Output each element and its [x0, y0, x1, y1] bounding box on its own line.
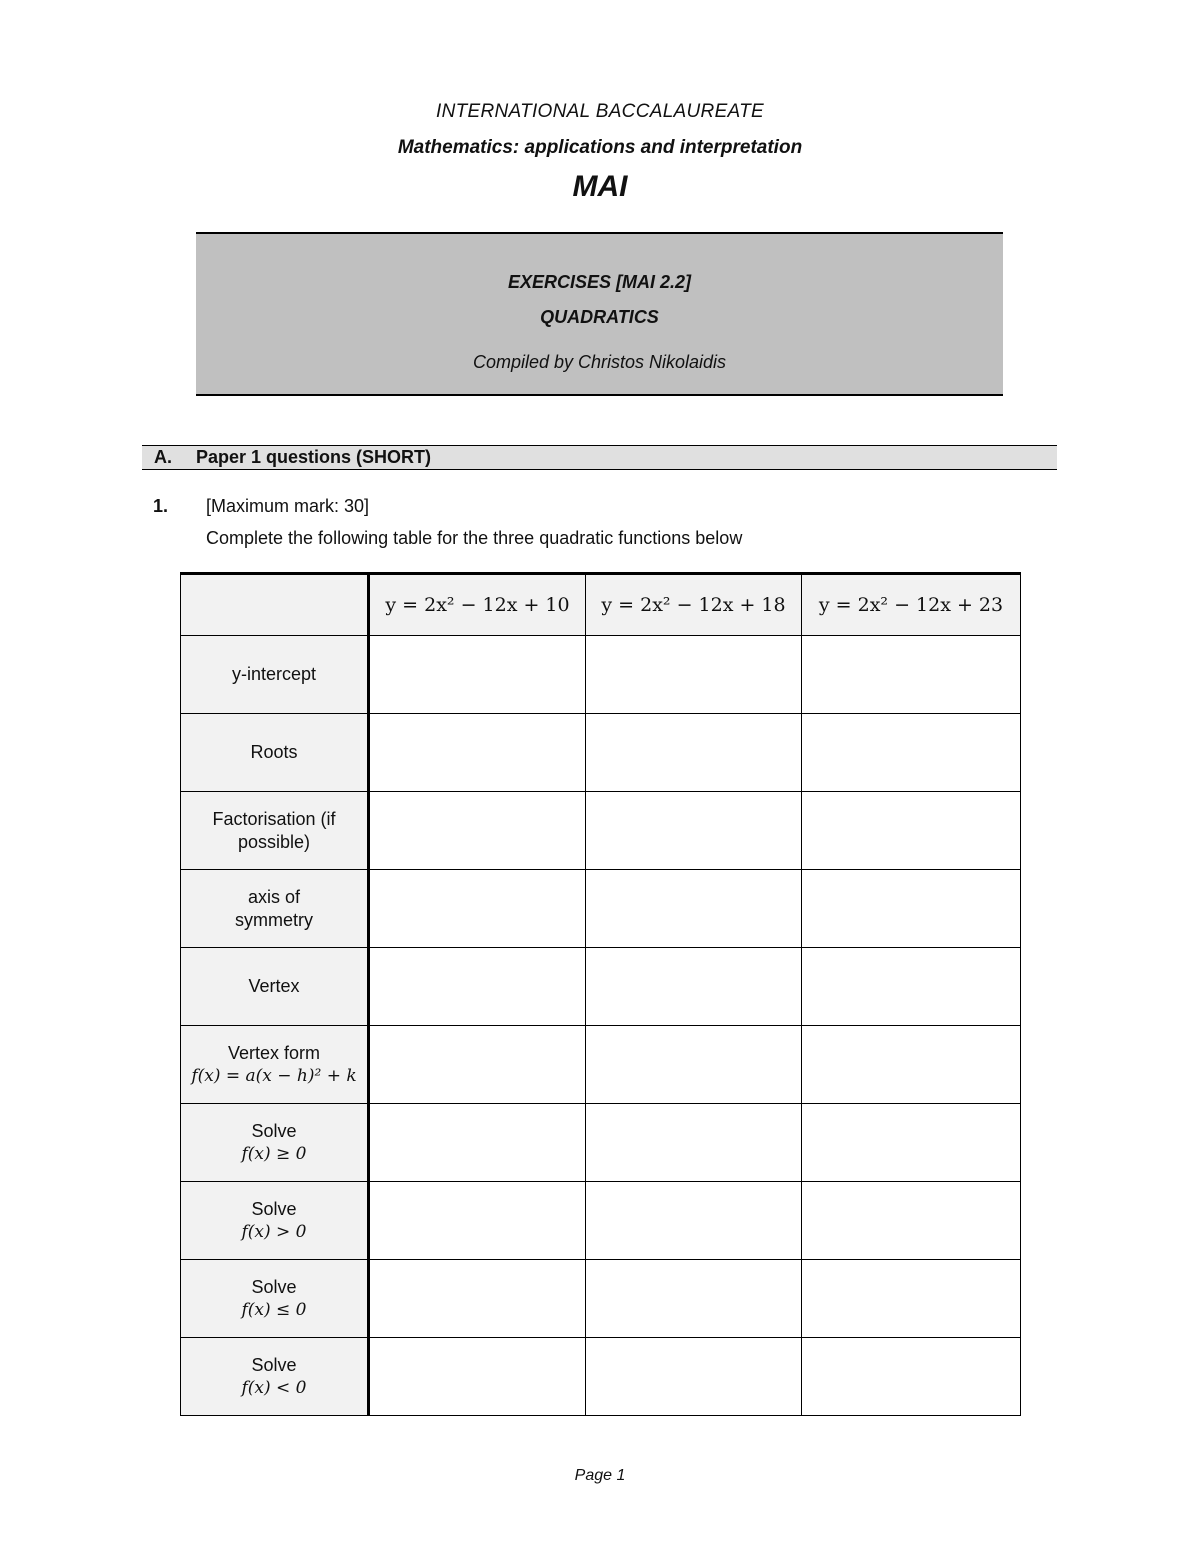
row-math: f(x) < 0 — [241, 1377, 307, 1398]
row-label: Vertex form — [227, 1042, 321, 1063]
table-row — [181, 636, 1021, 714]
table-row — [181, 1182, 1021, 1260]
answer-cell[interactable] — [586, 948, 802, 1026]
table-row — [181, 1260, 1021, 1338]
table-row — [181, 1026, 1021, 1104]
row-label: Solve — [251, 1120, 297, 1141]
row-label: y-intercept — [231, 664, 317, 684]
row-math: f(x) ≥ 0 — [241, 1143, 307, 1164]
answer-cell[interactable] — [369, 1338, 586, 1416]
answer-cell[interactable] — [369, 1182, 586, 1260]
corner-cell — [181, 574, 369, 636]
exercises-title: EXERCISES [MAI 2.2] — [507, 272, 692, 292]
table-row — [181, 1104, 1021, 1182]
table-row — [181, 948, 1021, 1026]
table-header-row — [181, 574, 1021, 636]
row-label-cell — [181, 948, 369, 1026]
answer-cell[interactable] — [586, 1260, 802, 1338]
question-number: 1. — [153, 496, 169, 516]
table-row — [181, 870, 1021, 948]
answer-cell[interactable] — [802, 1104, 1021, 1182]
row-label: Roots — [250, 742, 298, 762]
row-label-cell — [181, 792, 369, 870]
row-math: f(x) > 0 — [241, 1221, 307, 1242]
answer-cell[interactable] — [802, 636, 1021, 714]
title-box — [196, 232, 1003, 396]
row-math: f(x) ≤ 0 — [241, 1299, 307, 1320]
answer-cell[interactable] — [369, 1026, 586, 1104]
row-label: Vertex — [248, 976, 300, 996]
table-row — [181, 1338, 1021, 1416]
function-header-1 — [369, 574, 586, 636]
row-label: Solve — [251, 1276, 297, 1297]
section-letter: A. — [154, 447, 172, 467]
answer-cell[interactable] — [586, 714, 802, 792]
row-label: axis of symmetry — [235, 886, 313, 930]
answer-cell[interactable] — [369, 792, 586, 870]
question-text: Complete the following table for the three quadratic functions below — [206, 528, 743, 548]
answer-cell[interactable] — [802, 948, 1021, 1026]
header-course: Mathematics: applications and interpretation — [397, 137, 803, 158]
function-header-2 — [586, 574, 802, 636]
header-organization: INTERNATIONAL BACCALAUREATE — [435, 101, 764, 122]
table-row — [181, 792, 1021, 870]
answer-cell[interactable] — [369, 1260, 586, 1338]
answer-cell[interactable] — [802, 714, 1021, 792]
answer-cell[interactable] — [586, 870, 802, 948]
row-label: Factorisation (if possible) — [212, 808, 336, 852]
header-code: MAI — [572, 170, 628, 203]
question-marks: [Maximum mark: 30] — [206, 496, 370, 516]
answer-cell[interactable] — [802, 1338, 1021, 1416]
answer-cell[interactable] — [586, 1104, 802, 1182]
answer-cell[interactable] — [369, 870, 586, 948]
function-2: y = 2x² − 12x + 18 — [601, 593, 786, 616]
section-bar — [142, 445, 1057, 470]
row-label-cell — [181, 1260, 369, 1338]
answer-cell[interactable] — [802, 1182, 1021, 1260]
function-3: y = 2x² − 12x + 23 — [818, 593, 1004, 616]
row-label-cell — [181, 870, 369, 948]
page-number: Page 1 — [574, 1467, 626, 1484]
row-label-cell — [181, 636, 369, 714]
row-label-cell — [181, 1182, 369, 1260]
author-credit: Compiled by Christos Nikolaidis — [472, 352, 727, 372]
function-header-3 — [802, 574, 1021, 636]
row-math: f(x) = a(x − h)² + k — [191, 1065, 357, 1086]
answer-cell[interactable] — [369, 948, 586, 1026]
answer-cell[interactable] — [369, 714, 586, 792]
table-row — [181, 714, 1021, 792]
answer-cell[interactable] — [369, 636, 586, 714]
answer-cell[interactable] — [586, 1026, 802, 1104]
function-1: y = 2x² − 12x + 10 — [385, 593, 570, 616]
row-label-cell — [181, 1338, 369, 1416]
section-title: Paper 1 questions (SHORT) — [196, 447, 432, 467]
quadratics-table — [180, 572, 1021, 1416]
answer-cell[interactable] — [802, 1026, 1021, 1104]
answer-cell[interactable] — [586, 1182, 802, 1260]
answer-cell[interactable] — [586, 636, 802, 714]
answer-cell[interactable] — [802, 1260, 1021, 1338]
row-label: Solve — [251, 1198, 297, 1219]
row-label: Solve — [251, 1354, 297, 1375]
answer-cell[interactable] — [802, 792, 1021, 870]
row-label-cell — [181, 1026, 369, 1104]
answer-cell[interactable] — [802, 870, 1021, 948]
row-label-cell — [181, 1104, 369, 1182]
answer-cell[interactable] — [586, 792, 802, 870]
topic-title: QUADRATICS — [540, 307, 659, 327]
row-label-cell — [181, 714, 369, 792]
answer-cell[interactable] — [369, 1104, 586, 1182]
answer-cell[interactable] — [586, 1338, 802, 1416]
